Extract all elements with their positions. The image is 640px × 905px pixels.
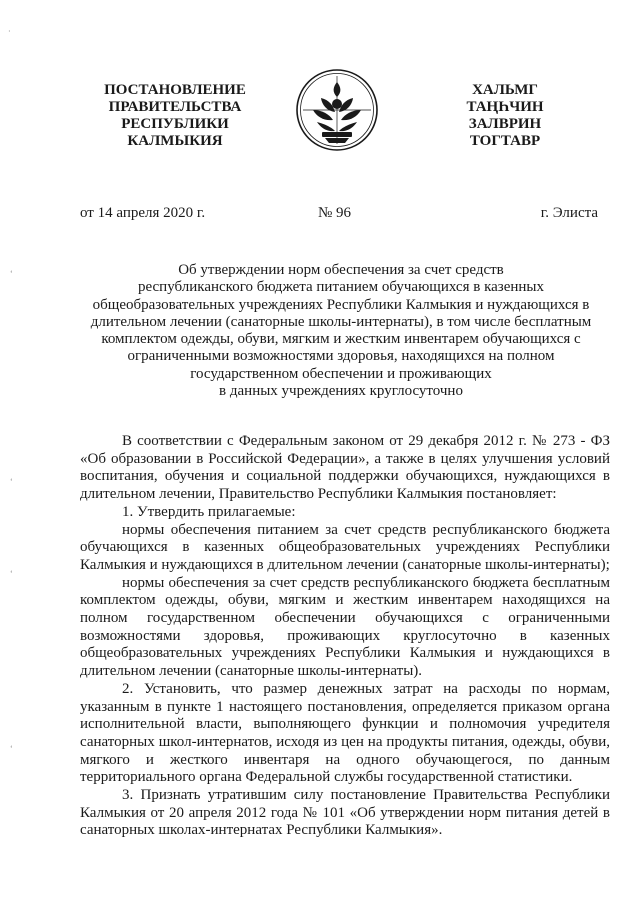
title-line: Об утверждении норм обеспечения за счет средств xyxy=(178,262,504,278)
body-paragraph: 1. Утвердить прилагаемые: xyxy=(122,503,296,520)
title-line: комплектом одежды, обуви, мягким и жестким инвентарем обучающихся с xyxy=(101,331,581,348)
header-right-line: ЗАЛВРИН xyxy=(468,116,542,132)
document-meta-row xyxy=(80,205,600,225)
document-number: № 96 xyxy=(318,205,352,221)
title-line: ограниченными возможностями здоровья, находящихся на полном xyxy=(127,348,555,365)
title-line: в данных учреждениях круглосуточно xyxy=(219,383,463,400)
title-line: государственном обеспечении и проживающих xyxy=(190,365,492,382)
header-right-line: ТАҢҺЧИН xyxy=(466,99,544,115)
title-line: длительном лечении (санаторные школы-интернаты), в том числе бесплатным xyxy=(90,313,592,330)
scan-mark: ʻ xyxy=(10,269,13,278)
title-line: республиканского бюджета питанием обучающихся в казенных xyxy=(137,279,545,296)
header-russian xyxy=(80,82,270,150)
document-body xyxy=(80,433,610,839)
scan-mark: ʻ xyxy=(10,744,13,753)
body-paragraph: 2. Установить, что размер денежных затрат на расходы по нормам, указанным в пункте 1 настоящего постановления, определяется приказом органа исполнительной власти, выполняющего функции и полномочия учредителя санаторных школ-интернатов, исходя из цен на продукты питания, одежды, обуви, мягкого и жесткого инвентаря на одного обучающегося, по данным территориального органа Федеральной службы государственной статистики. xyxy=(80,680,610,786)
header-right-line: ХАЛЬМГ xyxy=(472,82,538,98)
kalmykia-emblem-icon xyxy=(295,68,379,152)
document-date: от 14 апреля 2020 г. xyxy=(80,205,206,221)
header-left-line: РЕСПУБЛИКИ xyxy=(121,116,229,132)
document-title xyxy=(80,262,602,400)
scan-mark: ʻ xyxy=(10,569,13,578)
header-left-line: ПРАВИТЕЛЬСТВА xyxy=(108,99,242,115)
body-paragraph: 3. Признать утратившим силу постановление Правительства Республики Калмыкия от 20 апреля 2012 года № 101 «Об утверждении норм питания детей в санаторных школах-интернатах Республики Калмыкия». xyxy=(80,787,610,839)
header-right-line: ТОГТАВР xyxy=(469,133,541,149)
body-paragraph: нормы обеспечения за счет средств республиканского бюджета бесплатным комплектом одежды, обуви, мягким и жестким инвентарем находящихся на полном государственном обеспечении обучающихся с ограниченными возможностями здоровья, проживающих круглосуточно в казенных общеобразовательных учреждениях Республики Калмыкия и нуждающихся в длительном лечении (санаторные школы-интернаты). xyxy=(80,574,610,680)
header-left-line: ПОСТАНОВЛЕНИЕ xyxy=(104,82,246,98)
header-left-line: КАЛМЫКИЯ xyxy=(127,133,223,149)
scan-mark: ʻ xyxy=(10,477,13,486)
body-paragraph: нормы обеспечения питанием за счет средств республиканского бюджета обучающихся в казенных общеобразовательных учреждениях Республики Калмыкия и нуждающихся в длительном лечении (санаторные школы-интернаты); xyxy=(80,521,610,573)
body-paragraph: В соответствии с Федеральным законом от 29 декабря 2012 г. № 273 - ФЗ «Об образовании в Российской Федерации», а также в целях улучшения условий воспитания, обучения и социальной поддержки обучающихся, нуждающихся в длительном лечении, Правительство Республики Калмыкия постановляет: xyxy=(80,433,610,503)
title-line: общеобразовательных учреждениях Республики Калмыкия и нуждающихся в xyxy=(92,296,590,313)
document-place: г. Элиста xyxy=(540,205,598,221)
scan-mark: · xyxy=(8,27,11,36)
header-kalmyk xyxy=(440,82,570,150)
